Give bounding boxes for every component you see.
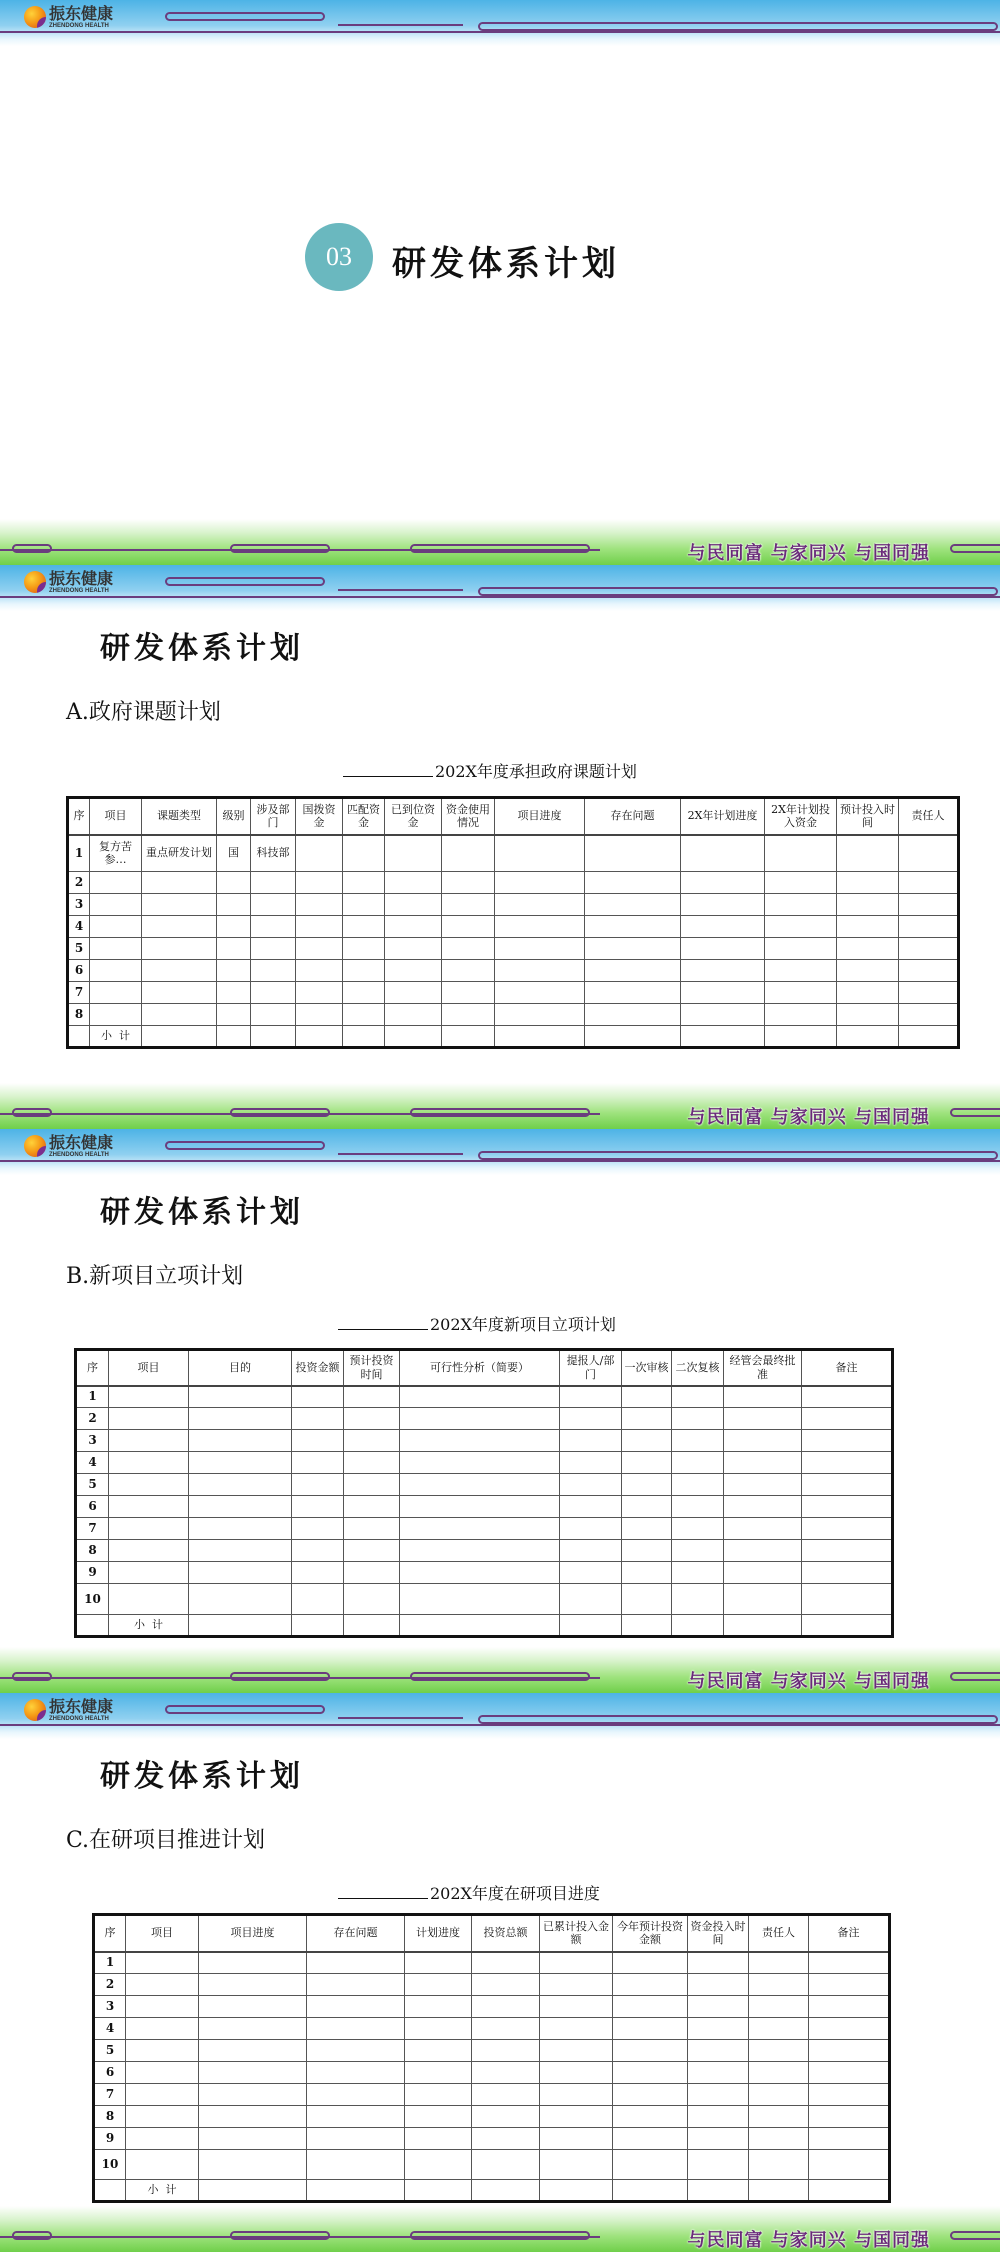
subtotal-label: 小 计 <box>90 1026 142 1048</box>
col-header: 涉及部门 <box>251 798 296 835</box>
col-header: 项目 <box>109 1350 189 1386</box>
scroll-ornament-icon <box>165 577 325 586</box>
subtotal-row <box>68 1026 959 1048</box>
table-row: 5 <box>94 2040 890 2062</box>
col-header: 计划进度 <box>405 1915 472 1952</box>
cell-department: 科技部 <box>251 835 296 872</box>
table-row: 1 <box>76 1386 893 1408</box>
scroll-ornament-icon <box>410 544 590 553</box>
footer-band <box>0 2206 1000 2252</box>
table-row: 7 <box>94 2084 890 2106</box>
slide-government-projects <box>0 565 1000 1129</box>
table-row: 9 <box>76 1562 893 1584</box>
subtotal-label: 小 计 <box>126 2180 199 2202</box>
scroll-ornament-icon <box>12 2231 52 2240</box>
cell-seq: 1 <box>68 835 90 872</box>
col-header: 已累计投入金额 <box>540 1915 613 1952</box>
table-row: 8 <box>76 1540 893 1562</box>
scroll-ornament-icon <box>165 1705 325 1714</box>
brand-logo <box>24 1132 113 1160</box>
slide-ongoing-projects <box>0 1693 1000 2252</box>
header-band <box>0 1693 1000 1739</box>
scroll-ornament-icon <box>230 2231 330 2240</box>
col-header: 预计投入时间 <box>837 798 899 835</box>
cell-level: 国 <box>217 835 251 872</box>
table-caption: 202X年度新项目立项计划 <box>338 1312 616 1335</box>
col-header: 2X年计划投入资金 <box>765 798 837 835</box>
scroll-ornament-icon <box>230 1108 330 1117</box>
table-header-row <box>68 798 959 835</box>
col-header: 目的 <box>189 1350 292 1386</box>
logo-mark-icon <box>24 1699 46 1721</box>
table-row: 6 <box>68 960 959 982</box>
table-row: 9 <box>94 2128 890 2150</box>
table-row: 1 <box>94 1952 890 1974</box>
subtotal-label: 小 计 <box>109 1615 189 1637</box>
section-title: C.在研项目推进计划 <box>66 1828 266 1853</box>
slogan: 与民同富 与家同兴 与国同强 <box>687 543 930 564</box>
page-title: 研发体系计划 <box>100 1759 304 1794</box>
col-header: 项目进度 <box>199 1915 307 1952</box>
caption-blank <box>338 1885 428 1899</box>
cover-slide <box>0 0 1000 565</box>
table-row: 7 <box>76 1518 893 1540</box>
logo-en: ZHENDONG HEALTH <box>49 1151 109 1158</box>
brand-logo <box>24 1696 113 1724</box>
scroll-ornament-icon <box>12 1672 52 1681</box>
col-header: 责任人 <box>749 1915 809 1952</box>
header-rule <box>0 31 1000 33</box>
scroll-ornament-icon <box>410 1108 590 1117</box>
scroll-ornament-icon <box>230 1672 330 1681</box>
table-row: 2 <box>68 872 959 894</box>
logo-mark-icon <box>24 6 46 28</box>
col-header: 2X年计划进度 <box>681 798 765 835</box>
scroll-ornament-icon <box>950 1108 1000 1117</box>
scroll-ornament-icon <box>165 12 325 21</box>
table-row: 2 <box>94 1974 890 1996</box>
header-band <box>0 1129 1000 1175</box>
table-row <box>68 835 959 872</box>
col-header: 责任人 <box>899 798 959 835</box>
divider-line <box>338 1717 463 1719</box>
scroll-ornament-icon <box>410 2231 590 2240</box>
footer-band <box>0 1083 1000 1129</box>
new-projects-table <box>74 1348 894 1638</box>
slogan: 与民同富 与家同兴 与国同强 <box>687 1107 930 1128</box>
table-row: 4 <box>94 2018 890 2040</box>
col-header: 存在问题 <box>585 798 681 835</box>
slogan: 与民同富 与家同兴 与国同强 <box>687 2230 930 2251</box>
col-header: 备注 <box>809 1915 890 1952</box>
table-row: 3 <box>76 1430 893 1452</box>
table-row: 5 <box>76 1474 893 1496</box>
page-title: 研发体系计划 <box>100 631 304 666</box>
col-header: 二次复核 <box>672 1350 724 1386</box>
footer-band <box>0 519 1000 565</box>
logo-mark-icon <box>24 571 46 593</box>
col-header: 经管会最终批准 <box>724 1350 802 1386</box>
header-rule <box>0 1160 1000 1162</box>
table-header-row <box>76 1350 893 1386</box>
footer-band <box>0 1647 1000 1693</box>
subtotal-row <box>76 1615 893 1637</box>
col-header: 备注 <box>802 1350 893 1386</box>
col-header: 级别 <box>217 798 251 835</box>
divider-line <box>338 1153 463 1155</box>
divider-line <box>338 24 463 26</box>
table-row: 7 <box>68 982 959 1004</box>
divider-line <box>338 589 463 591</box>
logo-en: ZHENDONG HEALTH <box>49 1715 109 1722</box>
brand-logo <box>24 3 113 31</box>
col-header: 存在问题 <box>307 1915 405 1952</box>
government-projects-table <box>66 796 960 1049</box>
scroll-ornament-icon <box>950 1672 1000 1681</box>
table-row: 10 <box>76 1584 893 1615</box>
slide-new-projects <box>0 1129 1000 1693</box>
subtotal-row <box>94 2180 890 2202</box>
caption-blank <box>338 1316 428 1330</box>
brand-logo <box>24 568 113 596</box>
table-row: 6 <box>76 1496 893 1518</box>
logo-en: ZHENDONG HEALTH <box>49 587 109 594</box>
col-header: 国拨资金 <box>296 798 343 835</box>
logo-cn: 振东健康 <box>49 568 114 588</box>
col-header: 课题类型 <box>142 798 217 835</box>
table-row: 10 <box>94 2150 890 2180</box>
scroll-ornament-icon <box>410 1672 590 1681</box>
scroll-ornament-icon <box>230 544 330 553</box>
header-band <box>0 565 1000 611</box>
header-rule <box>0 1724 1000 1726</box>
scroll-ornament-icon <box>478 587 998 596</box>
header-rule <box>0 596 1000 598</box>
table-row: 3 <box>94 1996 890 2018</box>
col-header: 资金使用情况 <box>442 798 495 835</box>
section-title: A.政府课题计划 <box>66 700 221 725</box>
col-header: 投资金额 <box>292 1350 344 1386</box>
scroll-ornament-icon <box>12 1108 52 1117</box>
slogan: 与民同富 与家同兴 与国同强 <box>687 1671 930 1692</box>
col-header: 序 <box>94 1915 126 1952</box>
col-header: 项目进度 <box>495 798 585 835</box>
cell-project: 复方苦参… <box>90 835 142 872</box>
table-header-row <box>94 1915 890 1952</box>
scroll-ornament-icon <box>950 544 1000 553</box>
logo-en: ZHENDONG HEALTH <box>49 22 109 29</box>
col-header: 项目 <box>126 1915 199 1952</box>
logo-mark-icon <box>24 1135 46 1157</box>
table-row: 5 <box>68 938 959 960</box>
scroll-ornament-icon <box>12 544 52 553</box>
scroll-ornament-icon <box>478 1151 998 1160</box>
logo-cn: 振东健康 <box>49 3 114 23</box>
table-row: 3 <box>68 894 959 916</box>
scroll-ornament-icon <box>478 22 998 31</box>
table-caption: 202X年度承担政府课题计划 <box>343 759 637 782</box>
header-band <box>0 0 1000 46</box>
page-title: 研发体系计划 <box>100 1195 304 1230</box>
table-row: 2 <box>76 1408 893 1430</box>
ongoing-projects-table <box>92 1913 891 2203</box>
col-header: 预计投资时间 <box>344 1350 400 1386</box>
col-header: 匹配资金 <box>343 798 385 835</box>
col-header: 一次审核 <box>622 1350 672 1386</box>
logo-cn: 振东健康 <box>49 1132 114 1152</box>
col-header: 项目 <box>90 798 142 835</box>
scroll-ornament-icon <box>950 2231 1000 2240</box>
col-header: 提报人/部门 <box>560 1350 622 1386</box>
table-row: 6 <box>94 2062 890 2084</box>
col-header: 今年预计投资金额 <box>613 1915 688 1952</box>
col-header: 资金投入时间 <box>688 1915 749 1952</box>
logo-cn: 振东健康 <box>49 1696 114 1716</box>
table-caption: 202X年度在研项目进度 <box>338 1881 600 1904</box>
section-number-badge: 03 <box>305 223 373 291</box>
col-header: 可行性分析（简要） <box>400 1350 560 1386</box>
section-title: B.新项目立项计划 <box>66 1264 244 1289</box>
scroll-ornament-icon <box>165 1141 325 1150</box>
cell-type: 重点研发计划 <box>142 835 217 872</box>
cover-title: 研发体系计划 <box>392 244 620 284</box>
col-header: 序 <box>76 1350 109 1386</box>
col-header: 序 <box>68 798 90 835</box>
table-row: 8 <box>68 1004 959 1026</box>
scroll-ornament-icon <box>478 1715 998 1724</box>
caption-blank <box>343 763 433 777</box>
col-header: 投资总额 <box>472 1915 540 1952</box>
col-header: 已到位资金 <box>385 798 442 835</box>
table-row: 4 <box>68 916 959 938</box>
table-row: 8 <box>94 2106 890 2128</box>
table-row: 4 <box>76 1452 893 1474</box>
